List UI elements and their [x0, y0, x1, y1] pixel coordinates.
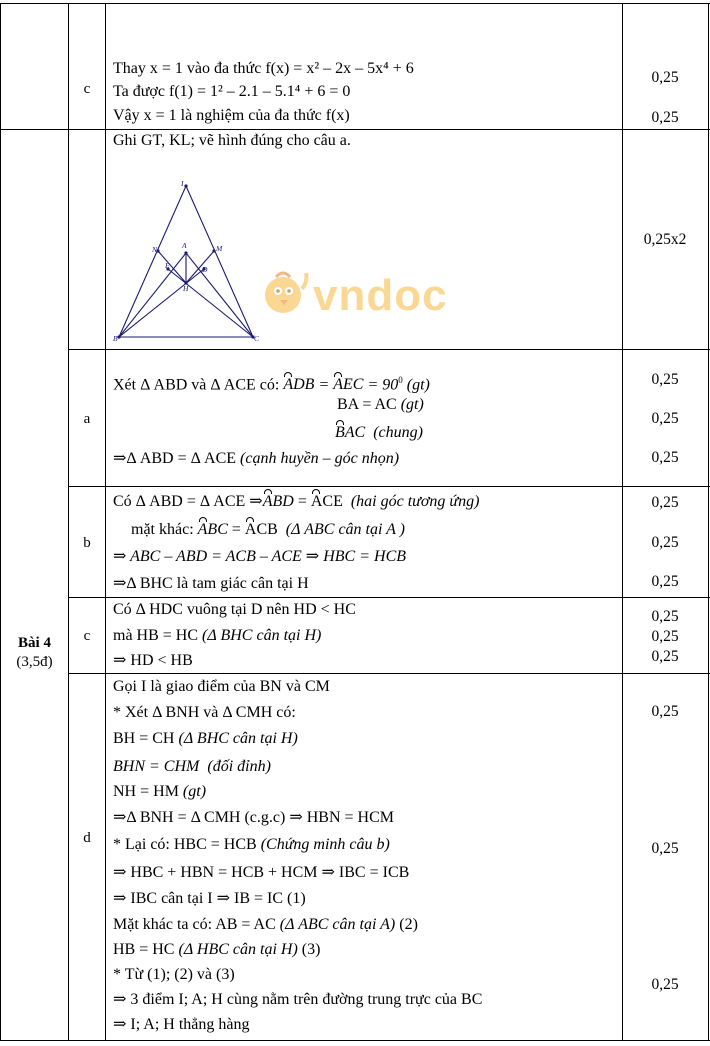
column-divider — [622, 3, 623, 1041]
part-label-c: c — [83, 628, 91, 644]
score-value: 0,25 — [651, 703, 679, 720]
score-value: 0,25 — [651, 628, 679, 645]
solution-line: BHN = CHM (đối đỉnh) — [113, 758, 271, 775]
score-value: 0,25 — [651, 371, 679, 388]
solution-line: BAC (chung) — [335, 424, 423, 441]
part-label-b: b — [83, 535, 91, 551]
segment-NM-left — [158, 251, 186, 283]
column-divider — [105, 3, 106, 1041]
solution-line: NH = HM (gt) — [113, 783, 207, 800]
solution-line: ⇒ HBC + HBN = HCB + HCM ⇒ IBC = ICB — [113, 864, 410, 881]
part-label-c-top: c — [83, 81, 91, 97]
row-divider — [68, 486, 710, 487]
solution-line: BH = CH (Δ BHC cân tại H) — [113, 730, 298, 747]
row-divider — [68, 673, 710, 674]
solution-line: ⇒ HD < HB — [113, 652, 193, 669]
score-value: 0,25 — [651, 608, 679, 625]
row-divider — [0, 129, 710, 130]
solution-line: ⇒Δ BNH = Δ CMH (c.g.c) ⇒ HBN = HCM — [113, 809, 394, 826]
table-bottom-border — [0, 1040, 710, 1041]
figure-label-I: I — [181, 179, 184, 188]
solution-line: ⇒Δ ABD = Δ ACE (cạnh huyền – góc nhọn) — [113, 450, 400, 467]
solution-line: Ta được f(1) = 1² – 2.1 – 5.1⁴ + 6 = 0 — [113, 83, 351, 100]
score-value: 0,25 — [651, 976, 679, 993]
segment-AC — [186, 253, 253, 337]
segment-BD — [119, 269, 204, 337]
figure-label-B: B — [113, 334, 118, 343]
score-value: 0,25 — [651, 573, 679, 590]
solution-line: mặt khác: ABC = ACB (Δ ABC cân tại A ) — [131, 521, 405, 538]
solution-line: Có Δ HDC vuông tại D nên HD < HC — [113, 601, 356, 618]
solution-line: * Lại có: HBC = HCB (Chứng minh câu b) — [113, 836, 390, 853]
figure-label-C: C — [254, 334, 260, 343]
score-value: 0,25 — [651, 494, 679, 511]
row-divider — [68, 349, 710, 350]
row-divider — [68, 597, 710, 598]
figure-label-H: H — [183, 284, 189, 293]
solution-line: ⇒ 3 điểm I; A; H cùng nằm trên đường trung trực của BC — [113, 991, 483, 1008]
watermark-logo-text: vndoc — [313, 271, 448, 320]
score-value: 0,25 — [651, 109, 679, 126]
column-divider — [68, 3, 69, 1041]
table-top-border — [0, 3, 710, 4]
solution-line: mà HB = HC (Δ BHC cân tại H) — [113, 627, 322, 644]
solution-line: * Xét Δ BNH và Δ CMH có: — [113, 704, 296, 721]
segment-AB — [119, 253, 186, 337]
score-value: 0,25 — [651, 449, 679, 466]
score-value: 0,25 — [651, 69, 679, 86]
segment-CE — [168, 269, 253, 337]
solution-line: Mặt khác ta có: AB = AC (Δ ABC cân tại A) (2) — [113, 916, 418, 933]
segment-IC — [186, 186, 253, 337]
segment-IB — [119, 186, 186, 337]
problem-points: (3,5đ) — [16, 654, 53, 670]
score-value: 0,25 — [651, 410, 679, 427]
solution-line: Vậy x = 1 là nghiệm của đa thức f(x) — [113, 107, 350, 124]
solution-line: Thay x = 1 vào đa thức f(x) = x² – 2x – 5x⁴ + 6 — [113, 60, 414, 77]
figure-label-E: E — [165, 261, 170, 270]
column-divider — [708, 3, 709, 1041]
solution-line: HB = HC (Δ HBC cân tại H) (3) — [113, 941, 321, 958]
problem-title: Bài 4 — [18, 635, 51, 651]
solution-line: ⇒ I; A; H thẳng hàng — [113, 1016, 250, 1033]
solution-line: * Từ (1); (2) và (3) — [113, 966, 235, 983]
figure-label-A: A — [182, 241, 187, 250]
score-value: 0,25 — [651, 534, 679, 551]
solution-line: Có Δ ABD = Δ ACE ⇒ABD = ACE (hai góc tương ứng) — [113, 493, 480, 510]
solution-line: ⇒ ABC – ABD = ACB – ACE ⇒ HBC = HCB — [113, 548, 407, 565]
watermark-logo — [258, 265, 488, 325]
geometry-figure — [112, 178, 272, 346]
figure-label-M: M — [216, 244, 223, 253]
score-value: 0,25 — [651, 840, 679, 857]
figure-label-D: D — [202, 265, 208, 274]
figure-label-N: N — [152, 245, 158, 254]
solution-line: ⇒ IBC cân tại I ⇒ IB = IC (1) — [113, 890, 306, 907]
solution-line: ⇒Δ BHC là tam giác cân tại H — [113, 575, 309, 592]
solution-line: Xét Δ ABD và Δ ACE có: ADB = AEC = $90^0$ (gt) — [113, 375, 430, 394]
score-value: 0,25x2 — [643, 231, 687, 248]
solution-line: BA = AC (gt) — [337, 396, 424, 413]
solution-line: Gọi I là giao điểm của BN và CM — [113, 678, 330, 695]
segment-NM-right — [186, 251, 214, 283]
column-divider — [0, 3, 1, 1041]
part-label-a: a — [83, 411, 91, 427]
score-value: 0,25 — [651, 648, 679, 665]
part-label-d: d — [83, 830, 91, 846]
figure-instruction: Ghi GT, KL; vẽ hình đúng cho câu a. — [113, 132, 351, 149]
